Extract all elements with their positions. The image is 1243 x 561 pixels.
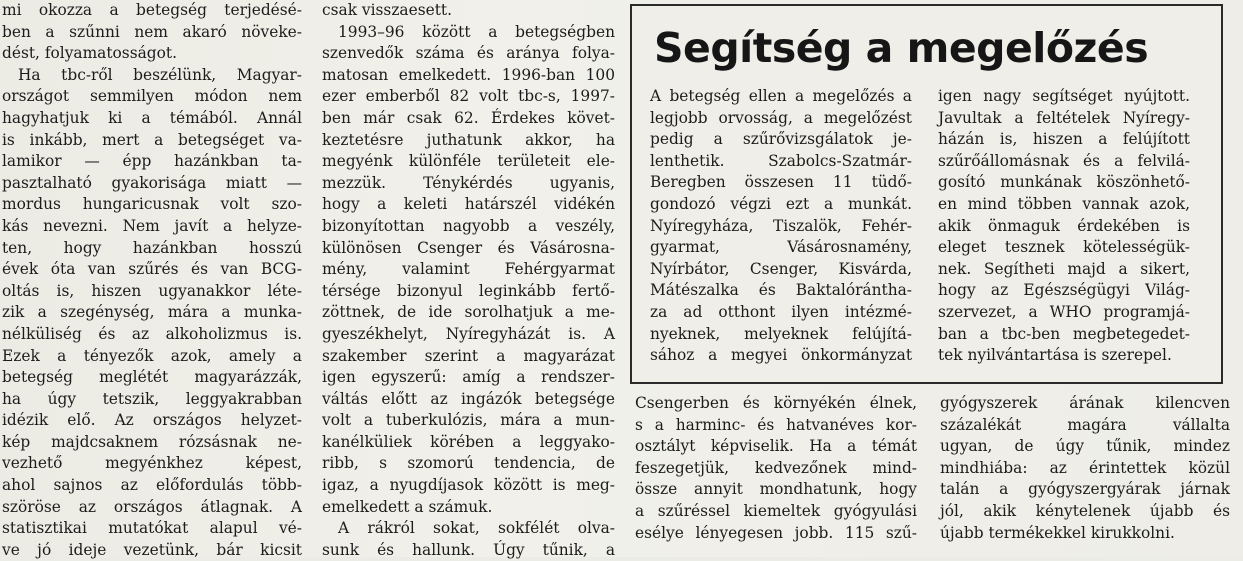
text-line: lamikor — épp hazánkban ta-	[2, 152, 302, 171]
text-line: ben már csak 62. Érdekes követ-	[322, 108, 615, 127]
text-line: ahol sajnos az előfordulás több-	[2, 476, 302, 495]
text-line: mi okozza a betegség terjedésé-	[2, 1, 302, 19]
text-line: Nyírbátor, Csenger, Kisvárda,	[650, 259, 912, 278]
text-line: igen egyszerű: amíg a rendszer-	[322, 368, 615, 387]
text-line: A betegség ellen a megelőzés a	[650, 87, 912, 105]
text-line: idézik elő. Az országos helyzet-	[2, 411, 302, 430]
text-line: hogy a keleti határszél vidékén	[322, 195, 615, 214]
text-line: 1993–96 között a betegségben	[338, 22, 615, 41]
text-line: osztályt képviselik. Ha a témát	[635, 437, 917, 456]
text-line: hagyhatjuk ki a témából. Annál	[2, 108, 302, 127]
text-line: gyarmat, Vásárosnamény,	[650, 238, 912, 257]
text-line: sához a megyei önkormányzat	[650, 346, 912, 365]
text-line: volt a tuberkulózis, mára a mun-	[322, 411, 615, 430]
text-line: kás nevezni. Nem javít a helyze-	[2, 216, 302, 235]
text-line: megyénk különféle területeit ele-	[322, 152, 615, 171]
text-line: Javultak a feltételek Nyíregy-	[938, 108, 1190, 127]
text-line: Csengerben és környékén élnek,	[635, 394, 917, 412]
text-line: igaz, a nyugdíjasok között is meg-	[322, 476, 615, 495]
text-line: váltás előtt az ingázók betegsége	[322, 389, 615, 408]
text-line: akik önmaguk érdekében is	[938, 216, 1190, 235]
text-line: A rákról sokat, sokfélét olva-	[338, 519, 615, 538]
text-line: ben a szűnni nem akaró növeke-	[2, 22, 302, 41]
text-line: pasztalható gyakorisága miatt —	[2, 173, 302, 192]
text-line: matosan emelkedett. 1996-ban 100	[322, 65, 615, 84]
text-line: tek nyilvántartása is szerepel.	[938, 346, 1172, 365]
sidebar-box	[630, 4, 1223, 384]
text-line: en mind többen vannak azok,	[938, 194, 1190, 213]
sidebar-title: Segítség a megelőzés	[654, 24, 1149, 72]
text-line: nek. Segítheti majd a sikert,	[938, 259, 1190, 278]
text-line: százalékát magára vállalta	[940, 415, 1230, 434]
text-line: kanélküliek körében a leggyako-	[322, 432, 615, 451]
text-line: lenthetik. Szabolcs-Szatmár-	[650, 151, 912, 170]
text-line: Mátészalka és Baktalórántha-	[650, 281, 912, 300]
text-line: igen nagy segítséget nyújtott.	[938, 87, 1190, 105]
sidebar-column-right	[938, 86, 1190, 367]
text-line: gyeszékhelyt, Nyíregyházát is. A	[322, 324, 615, 343]
text-line: emelkedett a számuk.	[322, 497, 493, 516]
text-line: gyógyszerek árának kilencven	[940, 394, 1230, 412]
text-line: mindhiába: az érintettek közül	[940, 458, 1230, 477]
article-column-left	[2, 0, 302, 561]
text-line: zik a szegénység, mára a munka-	[2, 303, 302, 322]
text-line: szöröse az országos átlagnak. A	[2, 497, 302, 516]
text-line: oltás is, hiszen ugyanakkor léte-	[2, 281, 302, 300]
text-line: gondozó végzi ezt a munkát.	[650, 194, 912, 213]
text-line: hogy az Egészségügyi Világ-	[938, 281, 1190, 300]
text-line: mordus hungaricusnak volt szo-	[2, 195, 302, 214]
text-line: is inkább, mert a betegséget va-	[2, 130, 302, 149]
sidebar-column-left	[650, 86, 912, 367]
text-line: ribb, s szomorú tendencia, de	[322, 454, 615, 473]
article-column-bottom-right	[940, 393, 1230, 544]
text-line: Beregben összesen 11 tüdő-	[650, 173, 912, 192]
text-line: feszegetjük, kedvezőnek mind-	[635, 458, 917, 477]
text-line: különösen Csenger és Vásárosna-	[322, 238, 615, 257]
text-line: bizonyítottan nagyobb a veszély,	[322, 216, 615, 235]
text-line: legjobb orvosság, a megelőzést	[650, 108, 912, 127]
text-line: szervezet, a WHO programjá-	[938, 302, 1190, 321]
text-line: országot semmilyen módon nem	[2, 87, 302, 106]
text-line: ve jó ideje vezetünk, bár kicsit	[2, 540, 302, 559]
text-line: za ad otthont ilyen intézmé-	[650, 302, 912, 321]
text-line: sunk és hallunk. Úgy tűnik, a	[322, 540, 615, 559]
text-line: mény, valamint Fehérgyarmat	[322, 260, 615, 279]
text-line: nélküliség és az alkoholizmus is.	[2, 324, 302, 343]
text-line: statisztikai mutatókat alapul vé-	[2, 519, 302, 538]
text-line: zöttnek, de ide sorolhatjuk a me-	[322, 303, 615, 322]
text-line: betegség meglétét magyarázzák,	[2, 368, 302, 387]
text-line: csak visszaesett.	[322, 1, 452, 19]
text-line: ten, hogy hazánkban hosszú	[2, 238, 302, 257]
text-line: Ha tbc-ről beszélünk, Magyar-	[18, 65, 302, 84]
text-line: nyeknek, melyeknek felújítá-	[650, 324, 912, 343]
text-line: eleget tesznek kötelességük-	[938, 238, 1190, 257]
text-line: szenvedők száma és aránya folya-	[322, 44, 615, 63]
text-line: ha úgy tetszik, leggyakrabban	[2, 389, 302, 408]
article-column-bottom-left	[635, 393, 917, 544]
text-line: össze annyit mondhatunk, hogy	[635, 480, 917, 499]
text-line: Ezek a tényezők azok, amely a	[2, 346, 302, 365]
text-line: szűrőállomásnak és a felvilá-	[938, 151, 1190, 170]
text-line: keztetésre juthatunk akkor, ha	[322, 130, 615, 149]
text-line: térsége bizonyul leginkább fertő-	[322, 281, 615, 300]
text-line: szakember szerint a magyarázat	[322, 346, 615, 365]
text-line: talán a gyógyszergyárak járnak	[940, 480, 1230, 499]
text-line: Nyíregyháza, Tiszalök, Fehér-	[650, 216, 912, 235]
article-column-middle	[322, 0, 615, 561]
text-line: gosító munkának köszönhető-	[938, 173, 1190, 192]
text-line: s a harminc- és hatvanéves kor-	[635, 415, 917, 434]
text-line: jól, akik kénytelenek újabb és	[940, 501, 1230, 520]
text-line: a szűréssel kiemeltek gyógyulási	[635, 501, 917, 520]
text-line: ugyan, de úgy tűnik, mindez	[940, 437, 1230, 456]
text-line: évek óta van szűrés és van BCG-	[2, 260, 302, 279]
text-line: ban a tbc-ben megbetegedet-	[938, 324, 1190, 343]
text-line: házán is, hiszen a felújított	[938, 130, 1190, 149]
text-line: mezzük. Ténykérdés ugyanis,	[322, 173, 615, 192]
text-line: újabb termékekkel kirukkolni.	[940, 523, 1175, 542]
text-line: ezer emberből 82 volt tbc-s, 1997-	[322, 87, 615, 106]
text-line: dést, folyamatosságot.	[2, 44, 177, 63]
text-line: kép majdcsaknem rózsásnak ne-	[2, 432, 302, 451]
text-line: esélye lényegesen jobb. 115 szű-	[635, 523, 917, 542]
text-line: pedig a szűrővizsgálatok je-	[650, 130, 912, 149]
text-line: vezhető megyénkhez képest,	[2, 454, 302, 473]
